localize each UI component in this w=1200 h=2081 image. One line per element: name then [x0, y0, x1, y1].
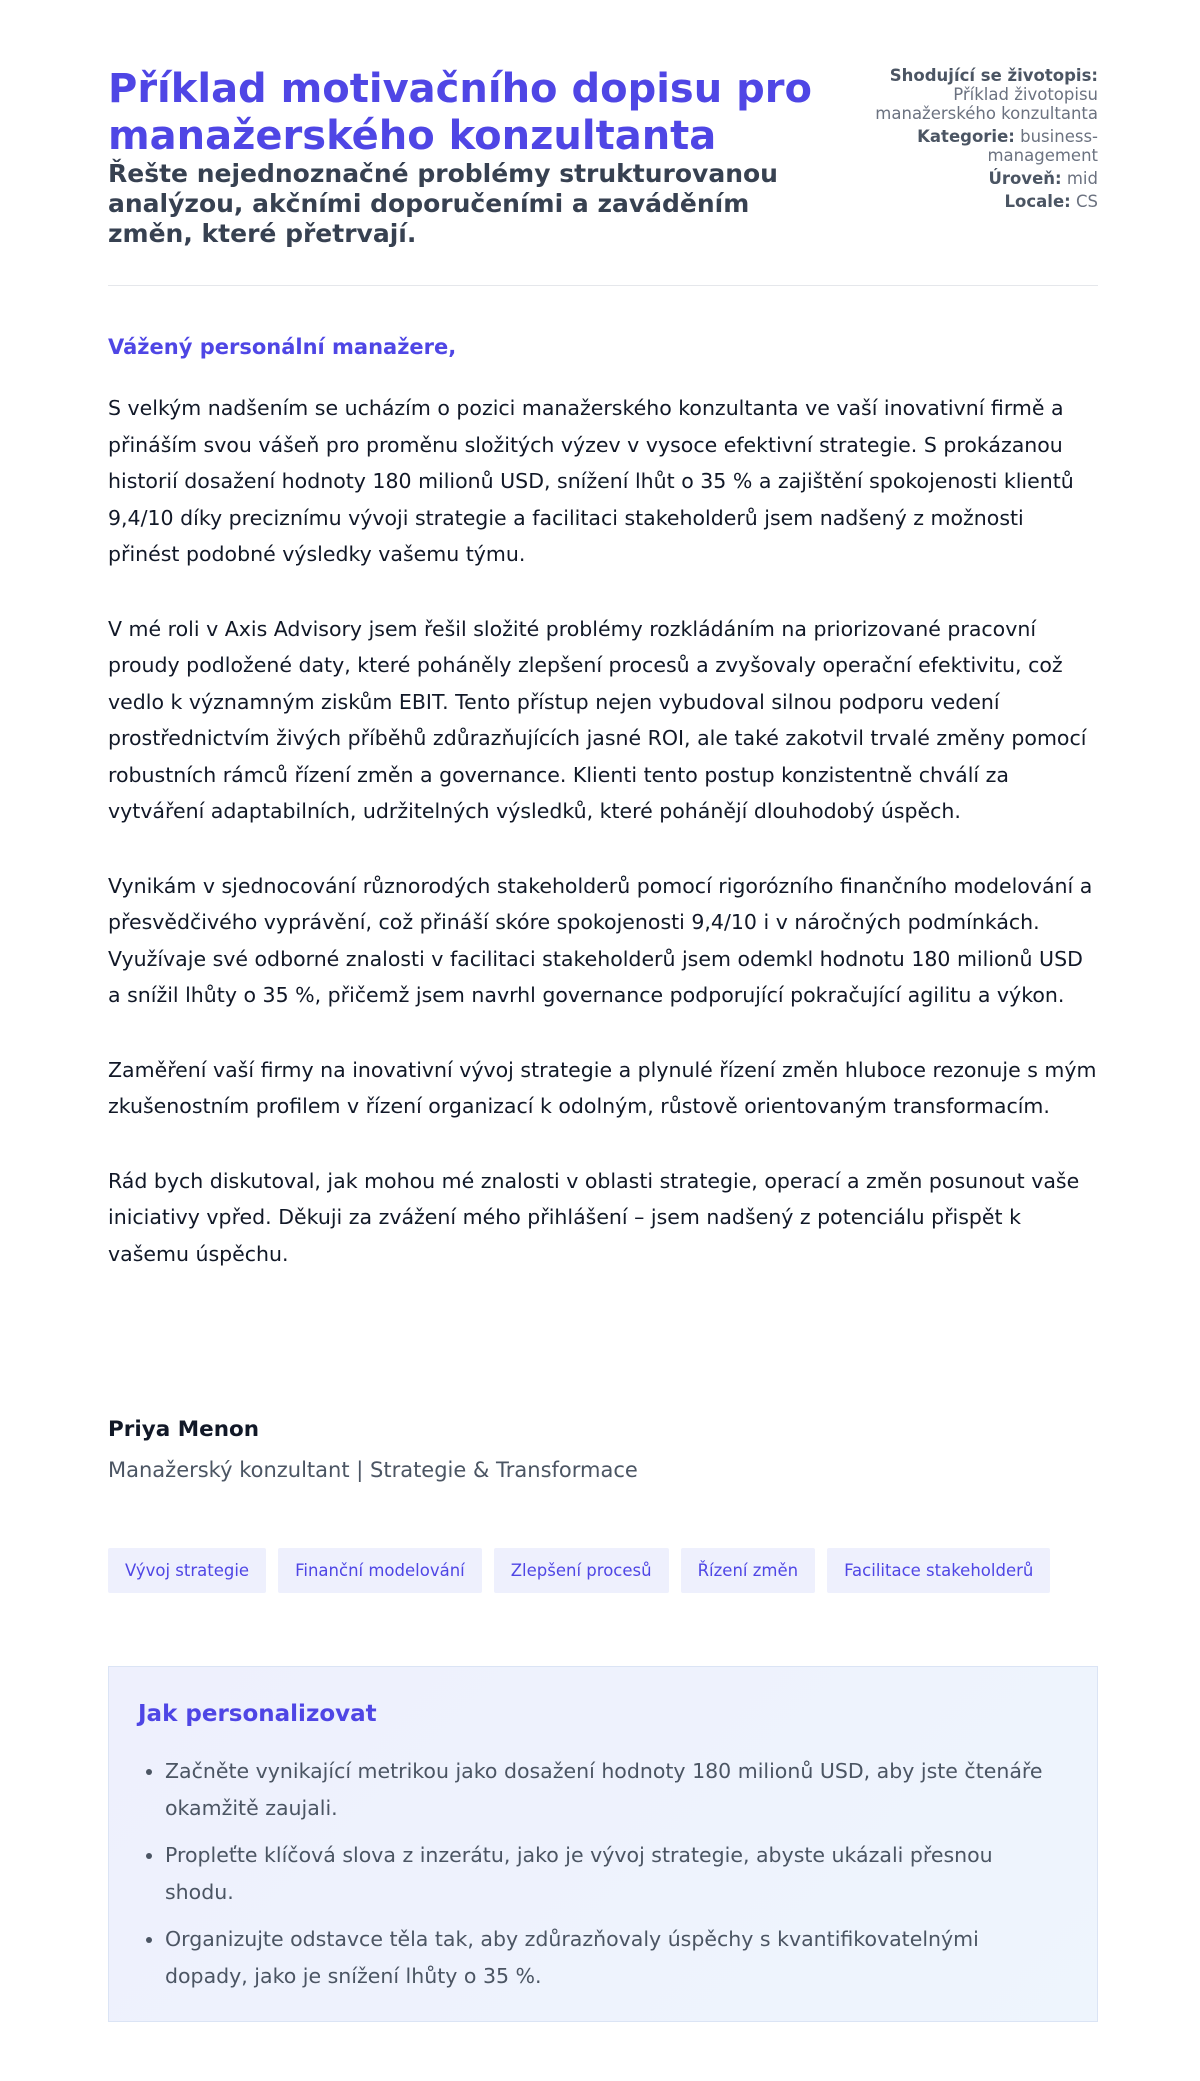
- meta-locale: [828, 192, 1098, 211]
- skill-tag: Řízení změn: [681, 1548, 816, 1593]
- signature-name: Priya Menon: [108, 1417, 260, 1442]
- meta-level-label: Úroveň:: [988, 169, 1062, 188]
- letter-paragraph: V mé roli v Axis Advisory jsem řešil složité problémy rozkládáním na priorizované pracovní proudy podložené daty, které poháněly zlepšení procesů a zvyšovaly operační efektivitu, což vedlo k významným ziskům EBIT. Tento přístup nejen vybudoval silnou podporu vedení prostřednictvím živých příběhů zdůrazňujících jasné ROI, ale také zakotvil trvalé změny pomocí robustních rámců řízení změn a governance. Klienti tento postup konzistentně chválí za vytváření adaptabilních, udržitelných výsledků, které pohánějí dlouhodobý úspěch.: [108, 616, 1087, 823]
- tips-list: [165, 1753, 1045, 2005]
- tip-item: • Začněte vynikající metrikou jako dosažení hodnoty 180 milionů USD, aby jste čtenáře okamžitě zaujali.: [165, 1753, 1045, 1826]
- tips-title: Jak personalizovat: [138, 1701, 377, 1727]
- page-header: [108, 66, 1098, 286]
- signature-title: Manažerský konzultant | Strategie & Transformace: [108, 1458, 638, 1482]
- meta-panel: [828, 66, 1098, 215]
- meta-resume-link[interactable]: Příklad životopisu manažerského konzultanta: [875, 85, 1098, 123]
- tip-item: • Organizujte odstavce těla tak, aby zdůrazňovaly úspěchy s kvantifikovatelnými dopady, jako je snížení lhůty o 35 %.: [165, 1921, 1045, 1994]
- personalization-tips-box: [108, 1666, 1098, 2022]
- skill-tag: Vývoj strategie: [108, 1548, 266, 1593]
- letter-paragraph: Vynikám v sjednocování různorodých stakeholderů pomocí rigorózního finančního modelování a přesvědčivého vyprávění, což přináší skóre spokojenosti 9,4/10 i v náročných podmínkách. Využívaje své odborné znalosti v facilitaci stakeholderů jsem odemkl hodnotu 180 milionů USD a snížil lhůty o 35 %, přičemž jsem navrhl governance podporující pokračující agilitu a výkon.: [108, 873, 1093, 1007]
- meta-locale-label: Locale:: [1004, 192, 1071, 211]
- page-title: Příklad motivačního dopisu pro manažerského konzultanta: [108, 66, 812, 159]
- letter-body: [108, 390, 1098, 1310]
- meta-resume: [828, 66, 1098, 123]
- meta-category-value: business-management: [987, 127, 1098, 165]
- meta-level: [828, 169, 1098, 188]
- meta-category: [828, 127, 1098, 165]
- meta-level-value: mid: [1066, 169, 1098, 188]
- skill-tag: Finanční modelování: [278, 1548, 482, 1593]
- letter-paragraph: S velkým nadšením se ucházím o pozici manažerského konzultanta ve vaší inovativní firmě a přináším svou vášeň pro proměnu složitých výzev v vysoce efektivní strategie. S prokázanou historií dosažení hodnoty 180 milionů USD, snížení lhůt o 35 % a zajištění spokojenosti klientů 9,4/10 díky preciznímu vývoji strategie a facilitaci stakeholderů jsem nadšený z možnosti přinést podobné výsledky vašemu týmu.: [108, 396, 1074, 566]
- letter-paragraph: Zaměření vaší firmy na inovativní vývoj strategie a plynulé řízení změn hluboce rezonuje s mým zkušenostním profilem v řízení organizací k odolným, růstově orientovaným transformacím.: [108, 1057, 1097, 1118]
- meta-resume-label: Shodující se životopis:: [889, 66, 1098, 85]
- skill-tags: [108, 1548, 1050, 1593]
- letter-paragraph: Rád bych diskutoval, jak mohou mé znalosti v oblasti strategie, operací a změn posunout vaše iniciativy vpřed. Děkuji za zvážení mého přihlášení – jsem nadšený z potenciálu přispět k vašemu úspěchu.: [108, 1168, 1080, 1266]
- letter-salutation: Vážený personální manažere,: [108, 335, 457, 359]
- skill-tag: Zlepšení procesů: [494, 1548, 669, 1593]
- page-subtitle: Řešte nejednoznačné problémy strukturovanou analýzou, akčními doporučeními a zaváděním změn, které přetrvají.: [108, 159, 778, 248]
- skill-tag: Facilitace stakeholderů: [827, 1548, 1050, 1593]
- tip-item: • Propleťte klíčová slova z inzerátu, jako je vývoj strategie, abyste ukázali přesnou shodu.: [165, 1837, 1045, 1910]
- meta-category-label: Kategorie:: [917, 127, 1015, 146]
- meta-locale-value: CS: [1076, 192, 1098, 211]
